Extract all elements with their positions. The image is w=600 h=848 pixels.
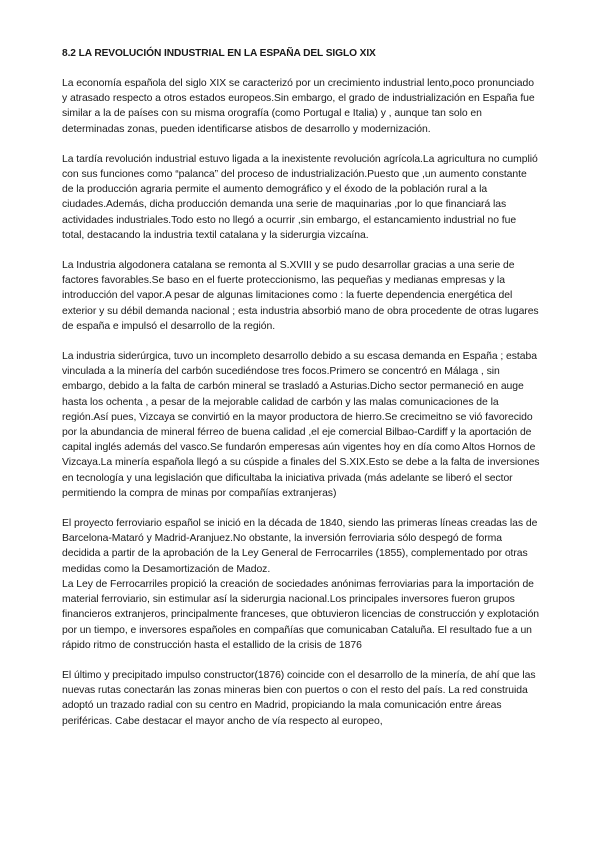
paragraph-railway-law: La Ley de Ferrocarriles propició la creación de sociedades anónimas ferroviarias para la importación de material ferroviario, sin estimular así la siderurgia nacional.Los principales inversores fueron grupos financieros extranjeros, principalmente franceses, que obtuvieron licencias de construcción y explotación por un tiempo, e inversores españoles en compañías que comunicaban Cataluña. El resultado fue a un rápido ritmo de construcción hasta el estallido de la crisis de 1876	[62, 578, 540, 651]
paragraph-railway-project: El proyecto ferroviario español se inició en la década de 1840, siendo las primeras líneas creadas las de Barcelona-Mataró y Madrid-Aranjuez.No obstante, la inversión ferroviaria sólo despegó de forma decidida a partir de la aprobación de la Ley General de Ferrocarriles (1855), complementado por otras medidas como la Desamortización de Madoz.	[62, 518, 538, 575]
paragraph-agricultural-revolution: La tardía revolución industrial estuvo ligada a la inexistente revolución agrícola.La agricultura no cumplió con sus funciones como “palanca” del proceso de industrialización.Puesto que ,un aumento constante de la producción agraria permite el aumento demográfico y el éxodo de la población rural a la ciudades.Además, dicha producción demanda una serie de maquinarias ,por lo que financiará las actividades industriales.Todo esto no llegó a ocurrir ,sin embargo, el estancamiento industrial no fue total, destacando la industria textil catalana y la siderurgia vizcaína.	[62, 153, 538, 241]
paragraph-cotton-industry: La Industria algodonera catalana se remonta al S.XVIII y se pudo desarrollar gracias a una serie de factores favorables.Se baso en el fuerte proteccionismo, las pequeñas y medianas empresas y la introducción del vapor.A pesar de algunas limitaciones como : la fuerte dependencia energética del exterior y su débil demanda nacional ; esta industria absorbió mano de obra procedente de otras lugares de españa e impulsó el desarrollo de la región.	[62, 260, 539, 332]
document-title: 8.2 LA REVOLUCIÓN INDUSTRIAL EN LA ESPAÑA DEL SIGLO XIX	[62, 48, 376, 59]
paragraph-economy-overview: La economía española del siglo XIX se caracterizó por un crecimiento industrial lento,poco pronunciado y atrasado respecto a otros estados europeos.Sin embargo, el grado de industrialización en España fue similar a la de países con su misma orografía (como Portugal e Italia) y , aunque tan solo en determinadas zonas, pueden identificarse atisbos de desarrollo y modernización.	[62, 78, 535, 135]
paragraph-railway-expansion: El último y precipitado impulso constructor(1876) coincide con el desarrollo de la minería, de ahí que las nuevas rutas conectarán las zonas mineras bien con puertos o con el resto del país. La red construida adoptó un trazado radial con su centro en Madrid, propiciando la mala comunicación entre áreas periféricas. Cabe destacar el mayor ancho de vía respecto al europeo,	[62, 669, 536, 727]
paragraph-steel-industry: La industria siderúrgica, tuvo un incompleto desarrollo debido a su escasa demanda en España ; estaba vinculada a la minería del carbón sucediéndose tres focos.Primero se concentró en Málaga , sin embargo, debido a la falta de carbón mineral se trasladó a Asturias.Dicho sector permaneció en auge hasta los ochenta , a pesar de la mejorable calidad de carbón y las malas comunicaciones de la región.Así pues, Vizcaya se convirtió en la mayor productora de hierro.Se crecimeitno se vió favorecido por la abundancia de mineral férreo de buena calidad ,el eje comercial Bilbao-Cardiff y la aportación de capital inglés además del vasco.Se fundarón emperesas aún vigentes hoy en día como Altos Hornos de Vizcaya.La minería española llegó a su cúspide a finales del S.XIX.Esto se debe a la falta de inversiones en tecnología y una legislación que dificultaba la iniciativa privada (más adelante se liberó el sector permitiendo la compra de minas por compañías extranjeras)	[62, 351, 540, 499]
